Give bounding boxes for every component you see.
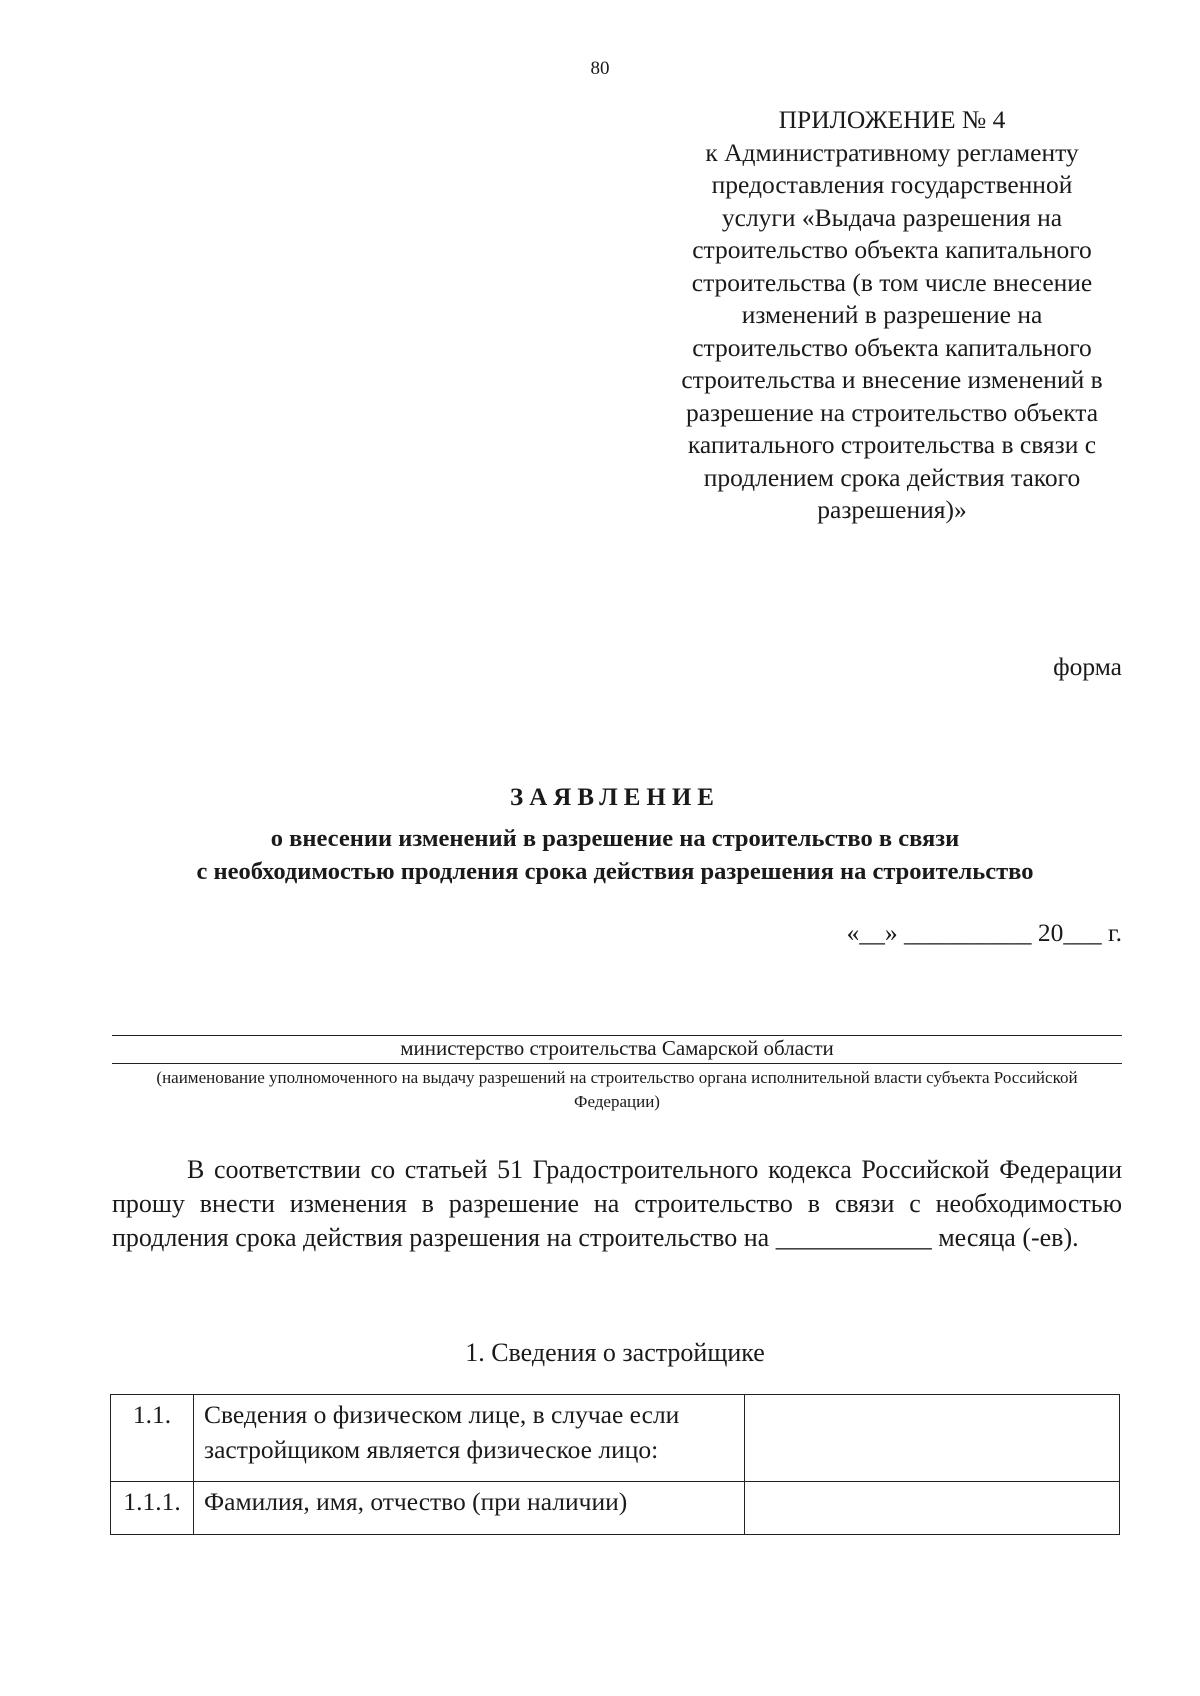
row-number: 1.1. [111,1395,194,1482]
page-number: 80 [590,58,610,79]
section-heading: 1. Сведения о застройщике [465,1338,765,1367]
developer-info-table [110,1394,1120,1535]
row-value-field[interactable] [745,1395,1120,1482]
table-row [111,1395,1120,1482]
request-text: В соответствии со статьей 51 Градостроительного кодекса Российской Федерации прошу внести изменения в разрешение на строительство в связи с необходимостью продления срока действия разрешения на строительство на ____________ месяца (-ев). [112,1155,1122,1252]
authority-rule-bottom [112,1063,1122,1064]
authority-name[interactable]: министерство строительства Самарской области [400,1036,834,1060]
document-subtitle-line-2: с необходимостью продления срока действия разрешения на строительство [196,858,1034,885]
document-subtitle-line-1: о внесении изменений в разрешение на строительство в связи [270,825,960,852]
date-line[interactable]: «__» __________ 20___ г. [846,918,1122,947]
document-title: ЗАЯВЛЕНИЕ [510,784,720,811]
appendix-block [672,104,1112,527]
form-label: форма [1053,652,1122,681]
appendix-body: к Административному регламенту предоставления государственной услуги «Выдача разрешения на строительство объекта капитального строительства (в том числе внесение изменений в разрешение на строительство объекта капитального строительства и внесение изменений в разрешение на строительство объекта капитального строительства в связи с продлением срока действия такого разрешения)» [681,137,1103,524]
row-label: Фамилия, имя, отчество (при наличии) [194,1482,745,1535]
appendix-heading: ПРИЛОЖЕНИЕ № 4 [778,105,1006,134]
row-label: Сведения о физическом лице, в случае если застройщиком является физическое лицо: [194,1395,745,1482]
authority-caption: (наименование уполномоченного на выдачу разрешений на строительство органа исполнительной власти субъекта Российской Федерации) [156,1068,1078,1111]
row-value-field[interactable] [745,1482,1120,1535]
table-row [111,1482,1120,1535]
document-subtitle [100,822,1130,888]
row-number: 1.1.1. [111,1482,194,1535]
